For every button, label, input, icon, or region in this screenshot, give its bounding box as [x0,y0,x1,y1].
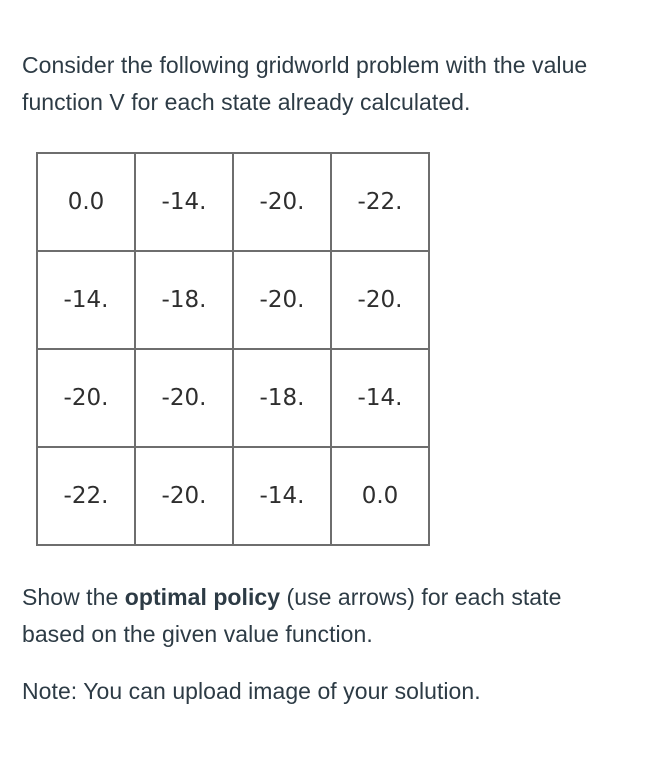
grid-cell: -14. [37,251,135,349]
grid-row [37,447,429,545]
grid-cell: -14. [135,153,233,251]
grid-cell: -14. [331,349,429,447]
policy-text-before: Show the [22,584,125,610]
grid-cell: -20. [135,447,233,545]
grid-cell: -18. [135,251,233,349]
grid-cell: -20. [233,251,331,349]
value-function-grid [36,152,430,546]
grid-row [37,349,429,447]
grid-cell: -22. [331,153,429,251]
policy-emphasis: optimal policy [124,584,281,610]
policy-instruction [22,579,622,653]
grid-cell: -14. [233,447,331,545]
intro-text: Consider the following gridworld problem with the value function V for each state already calculated. [22,52,588,115]
grid-row [37,251,429,349]
grid-cell: 0.0 [37,153,135,251]
grid-cell: -18. [233,349,331,447]
grid-cell: -20. [233,153,331,251]
grid-cell: -20. [37,349,135,447]
grid-cell: -20. [135,349,233,447]
grid-row [37,153,429,251]
grid-cell: -20. [331,251,429,349]
policy-text-after: (use arrows) for each state based on the given value function. [22,584,562,647]
note-text: Note: You can upload image of your solution. [22,678,481,704]
grid-cell: 0.0 [331,447,429,545]
grid-cell: -22. [37,447,135,545]
